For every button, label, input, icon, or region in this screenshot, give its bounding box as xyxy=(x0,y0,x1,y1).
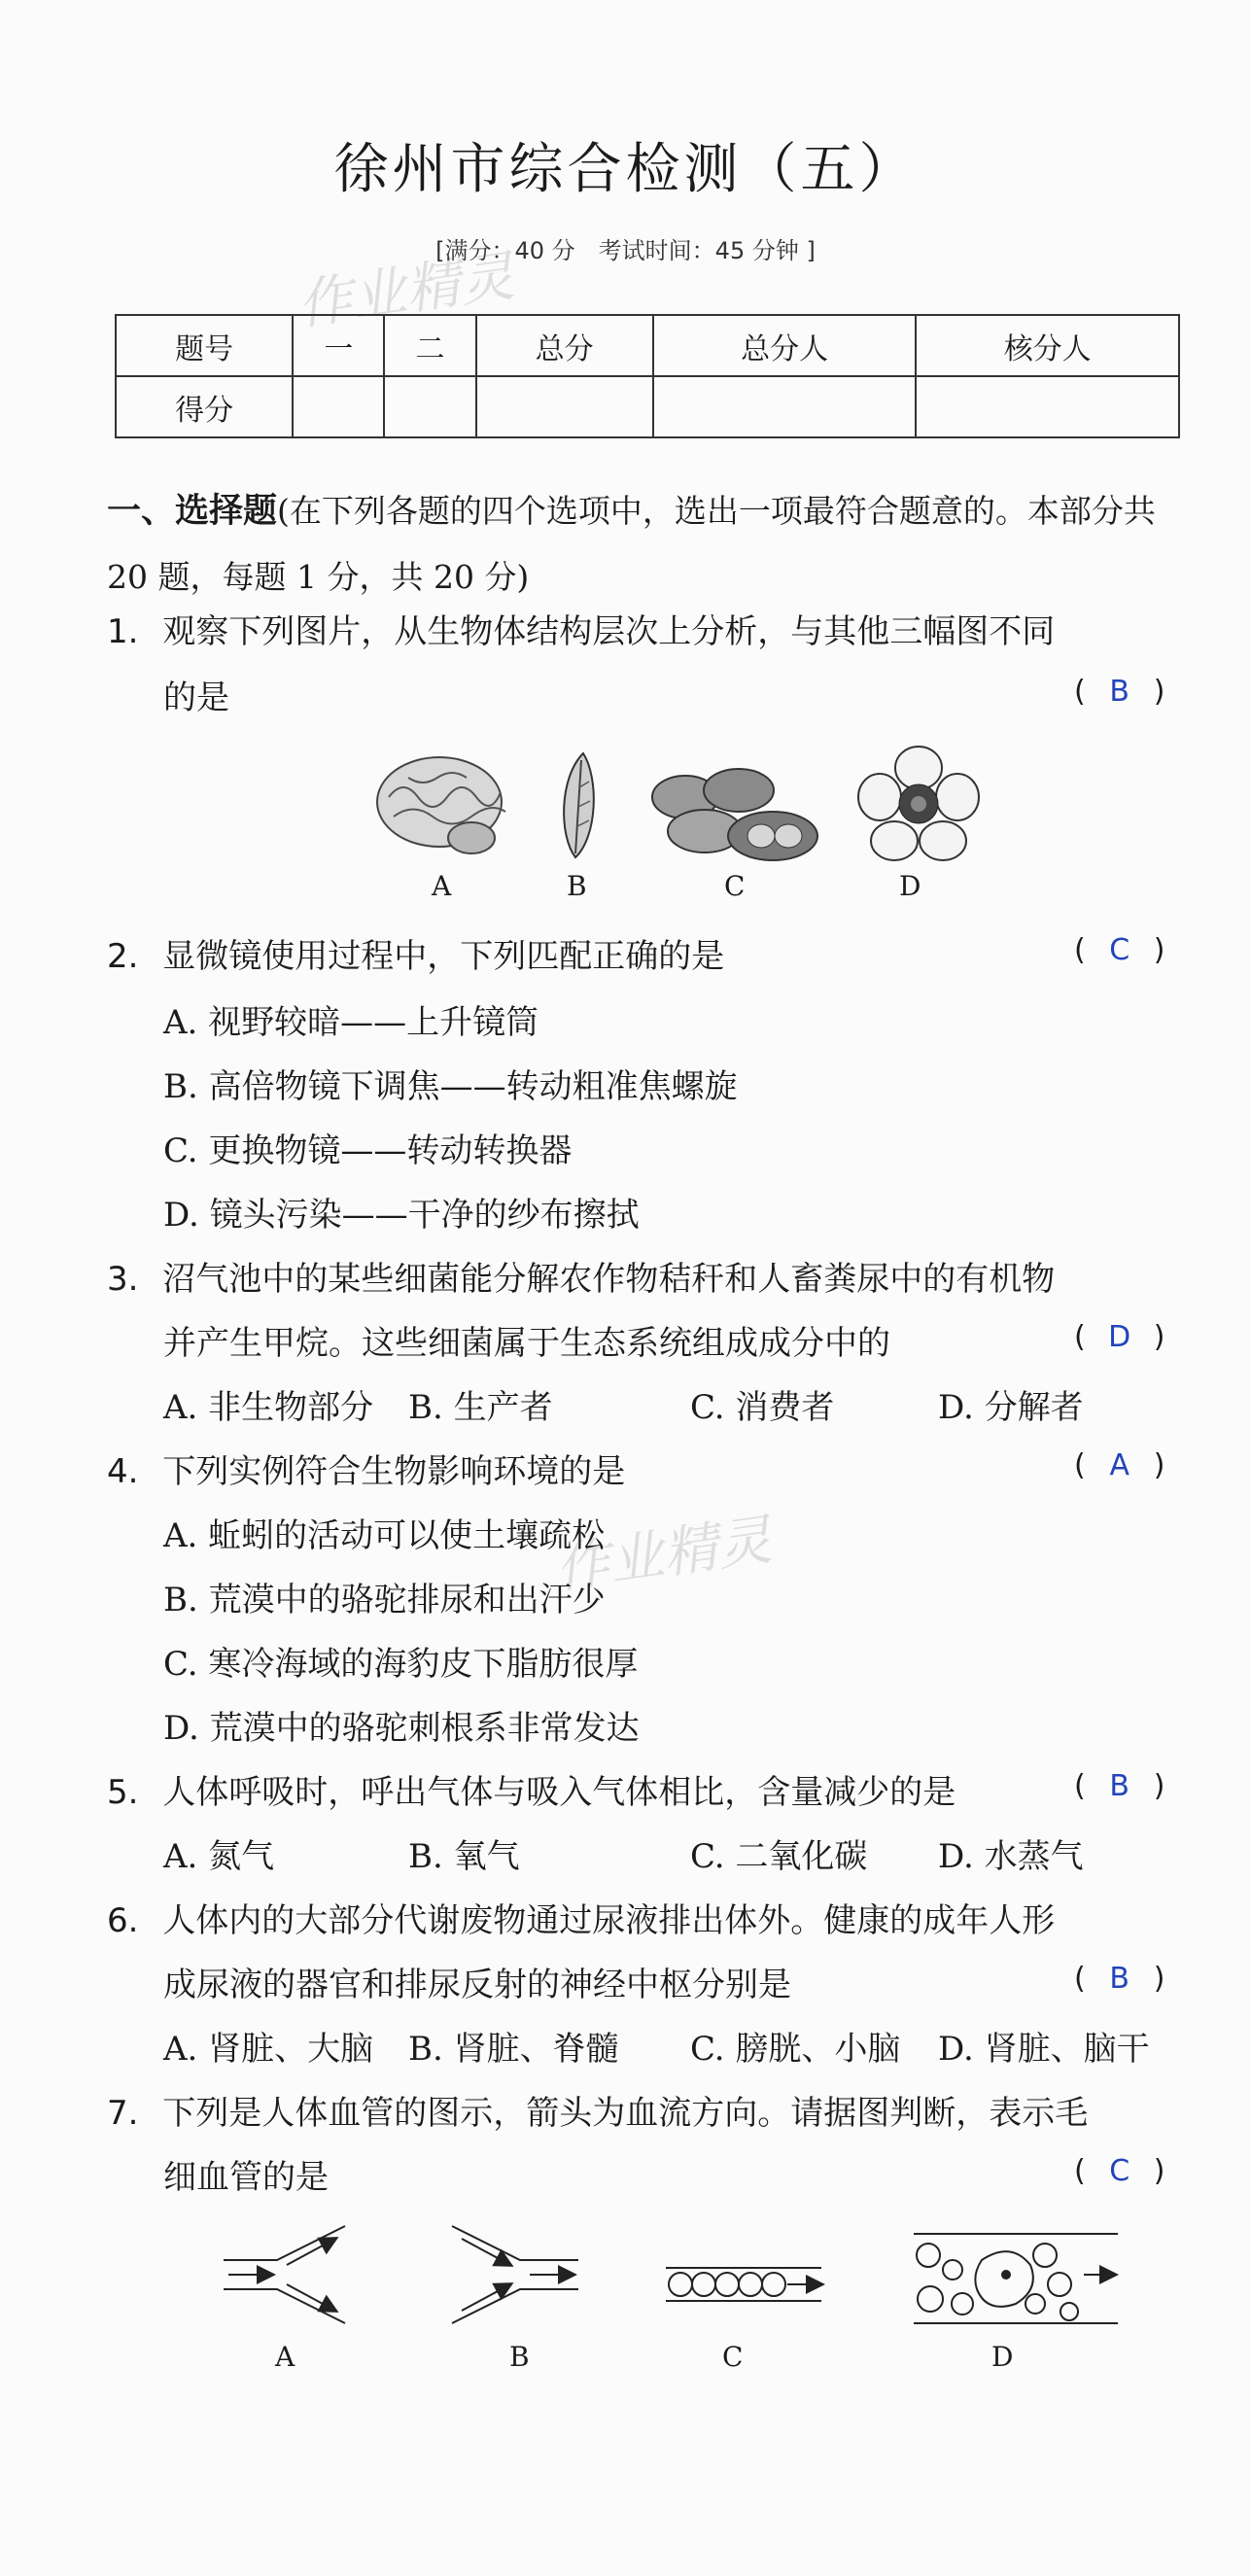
option: C. 二氧化碳 xyxy=(690,1837,868,1876)
question-1: 1. 观察下列图片，从生物体结构层次上分析，与其他三幅图不同 xyxy=(107,612,1056,651)
question-text: 细血管的是 xyxy=(163,2158,329,2197)
figure-label: A xyxy=(275,2341,295,2373)
option: A. 氮气 xyxy=(163,1837,275,1876)
option: A. 视野较暗——上升镜筒 xyxy=(163,1003,539,1042)
question-3: 3. 沼气池中的某些细菌能分解农作物秸秆和人畜粪尿中的有机物 xyxy=(107,1260,1056,1299)
answer-value: A xyxy=(1109,1448,1129,1482)
option: C. 膀胱、小脑 xyxy=(690,2030,901,2069)
peanut-icon xyxy=(646,753,826,865)
question-text: 并产生甲烷。这些细菌属于生态系统组成成分中的 xyxy=(163,1324,890,1363)
figure-label: C xyxy=(724,870,746,902)
option: D. 水蒸气 xyxy=(938,1837,1084,1876)
answer-bracket: ( C ) xyxy=(1074,933,1165,967)
watermark: 作业精灵 xyxy=(551,1508,777,1602)
table-row xyxy=(116,376,1179,437)
option: A. 非生物部分 xyxy=(163,1388,374,1427)
table-cell: 二 xyxy=(384,315,475,376)
option: B. 氧气 xyxy=(408,1837,520,1876)
option: C. 寒冷海域的海豹皮下脂肪很厚 xyxy=(163,1645,639,1684)
answer-value: D xyxy=(1108,1320,1131,1354)
score-cell[interactable] xyxy=(384,376,475,437)
question-6: 6. 人体内的大部分代谢废物通过尿液排出体外。健康的成年人形 xyxy=(107,1901,1056,1940)
question-5: 5. 人体呼吸时，呼出气体与吸入气体相比，含量减少的是 xyxy=(107,1773,956,1812)
figure-label: D xyxy=(899,870,921,902)
table-cell: 题号 xyxy=(116,315,293,376)
brain-icon xyxy=(369,748,515,865)
figure-label: A xyxy=(432,870,452,902)
figure-label: D xyxy=(991,2341,1014,2373)
answer-bracket: ( D ) xyxy=(1074,1320,1165,1354)
leaf-icon xyxy=(554,748,603,865)
option: D. 肾脏、脑干 xyxy=(938,2030,1150,2069)
question-text: 成尿液的器官和排尿反射的神经中枢分别是 xyxy=(163,1966,791,2004)
answer-bracket: ( B ) xyxy=(1074,1769,1165,1803)
answer-value: B xyxy=(1109,675,1130,709)
section-header xyxy=(107,478,1205,610)
score-table xyxy=(115,314,1180,438)
question-2: 2. 显微镜使用过程中，下列匹配正确的是 xyxy=(107,937,725,976)
question-4: 4. 下列实例符合生物影响环境的是 xyxy=(107,1452,626,1491)
exam-info: [满分：40 分 考试时间：45 分钟 ] xyxy=(435,237,816,264)
score-cell[interactable] xyxy=(653,376,917,437)
answer-value: B xyxy=(1109,1962,1130,1996)
answer-bracket: ( B ) xyxy=(1074,675,1165,709)
option: B. 肾脏、脊髓 xyxy=(408,2030,619,2069)
question-7: 7. 下列是人体血管的图示，箭头为血流方向。请据图判断，表示毛 xyxy=(107,2094,1089,2133)
answer-bracket: ( B ) xyxy=(1074,1962,1165,1996)
section-heading: 一、选择题 xyxy=(107,492,278,531)
table-cell: 一 xyxy=(293,315,384,376)
vessel-diagram-d xyxy=(909,2226,1123,2333)
score-cell[interactable] xyxy=(476,376,653,437)
vessel-diagram-b xyxy=(447,2221,583,2328)
watermark: 作业精灵 xyxy=(294,244,519,338)
option: C. 消费者 xyxy=(690,1388,835,1427)
table-cell: 得分 xyxy=(116,376,293,437)
figure-label: B xyxy=(567,870,587,902)
option: D. 分解者 xyxy=(938,1388,1084,1427)
answer-bracket: ( A ) xyxy=(1074,1448,1165,1482)
answer-bracket: ( C ) xyxy=(1074,2154,1165,2188)
option: D. 荒漠中的骆驼刺根系非常发达 xyxy=(163,1709,640,1748)
option: B. 荒漠中的骆驼排尿和出汗少 xyxy=(163,1581,606,1619)
figure-label: C xyxy=(722,2341,744,2373)
option: D. 镜头污染——干净的纱布擦拭 xyxy=(163,1196,640,1235)
table-cell: 总分 xyxy=(476,315,653,376)
option: B. 高倍物镜下调焦——转动粗准焦螺旋 xyxy=(163,1067,738,1106)
table-cell: 核分人 xyxy=(916,315,1179,376)
option: C. 更换物镜——转动转换器 xyxy=(163,1131,573,1170)
vessel-diagram-c xyxy=(661,2260,831,2309)
score-cell[interactable] xyxy=(916,376,1179,437)
flower-icon xyxy=(855,744,982,865)
section-instruction: (在下列各题的四个选项中，选出一项最符合题意的。本部分共 20 题，每题 1 分，共 20 分) xyxy=(107,492,1156,596)
table-row xyxy=(116,315,1179,376)
answer-value: C xyxy=(1109,933,1130,967)
figure-label: B xyxy=(509,2341,530,2373)
question-text: 的是 xyxy=(163,679,229,717)
answer-value: C xyxy=(1109,2154,1130,2188)
option: A. 肾脏、大脑 xyxy=(163,2030,374,2069)
vessel-diagram-a xyxy=(219,2221,355,2328)
option: A. 蚯蚓的活动可以使土壤疏松 xyxy=(163,1516,606,1555)
score-cell[interactable] xyxy=(293,376,384,437)
option: B. 生产者 xyxy=(408,1388,553,1427)
answer-value: B xyxy=(1109,1769,1130,1803)
table-cell: 总分人 xyxy=(653,315,917,376)
page-title: 徐州市综合检测（五） xyxy=(333,138,918,201)
